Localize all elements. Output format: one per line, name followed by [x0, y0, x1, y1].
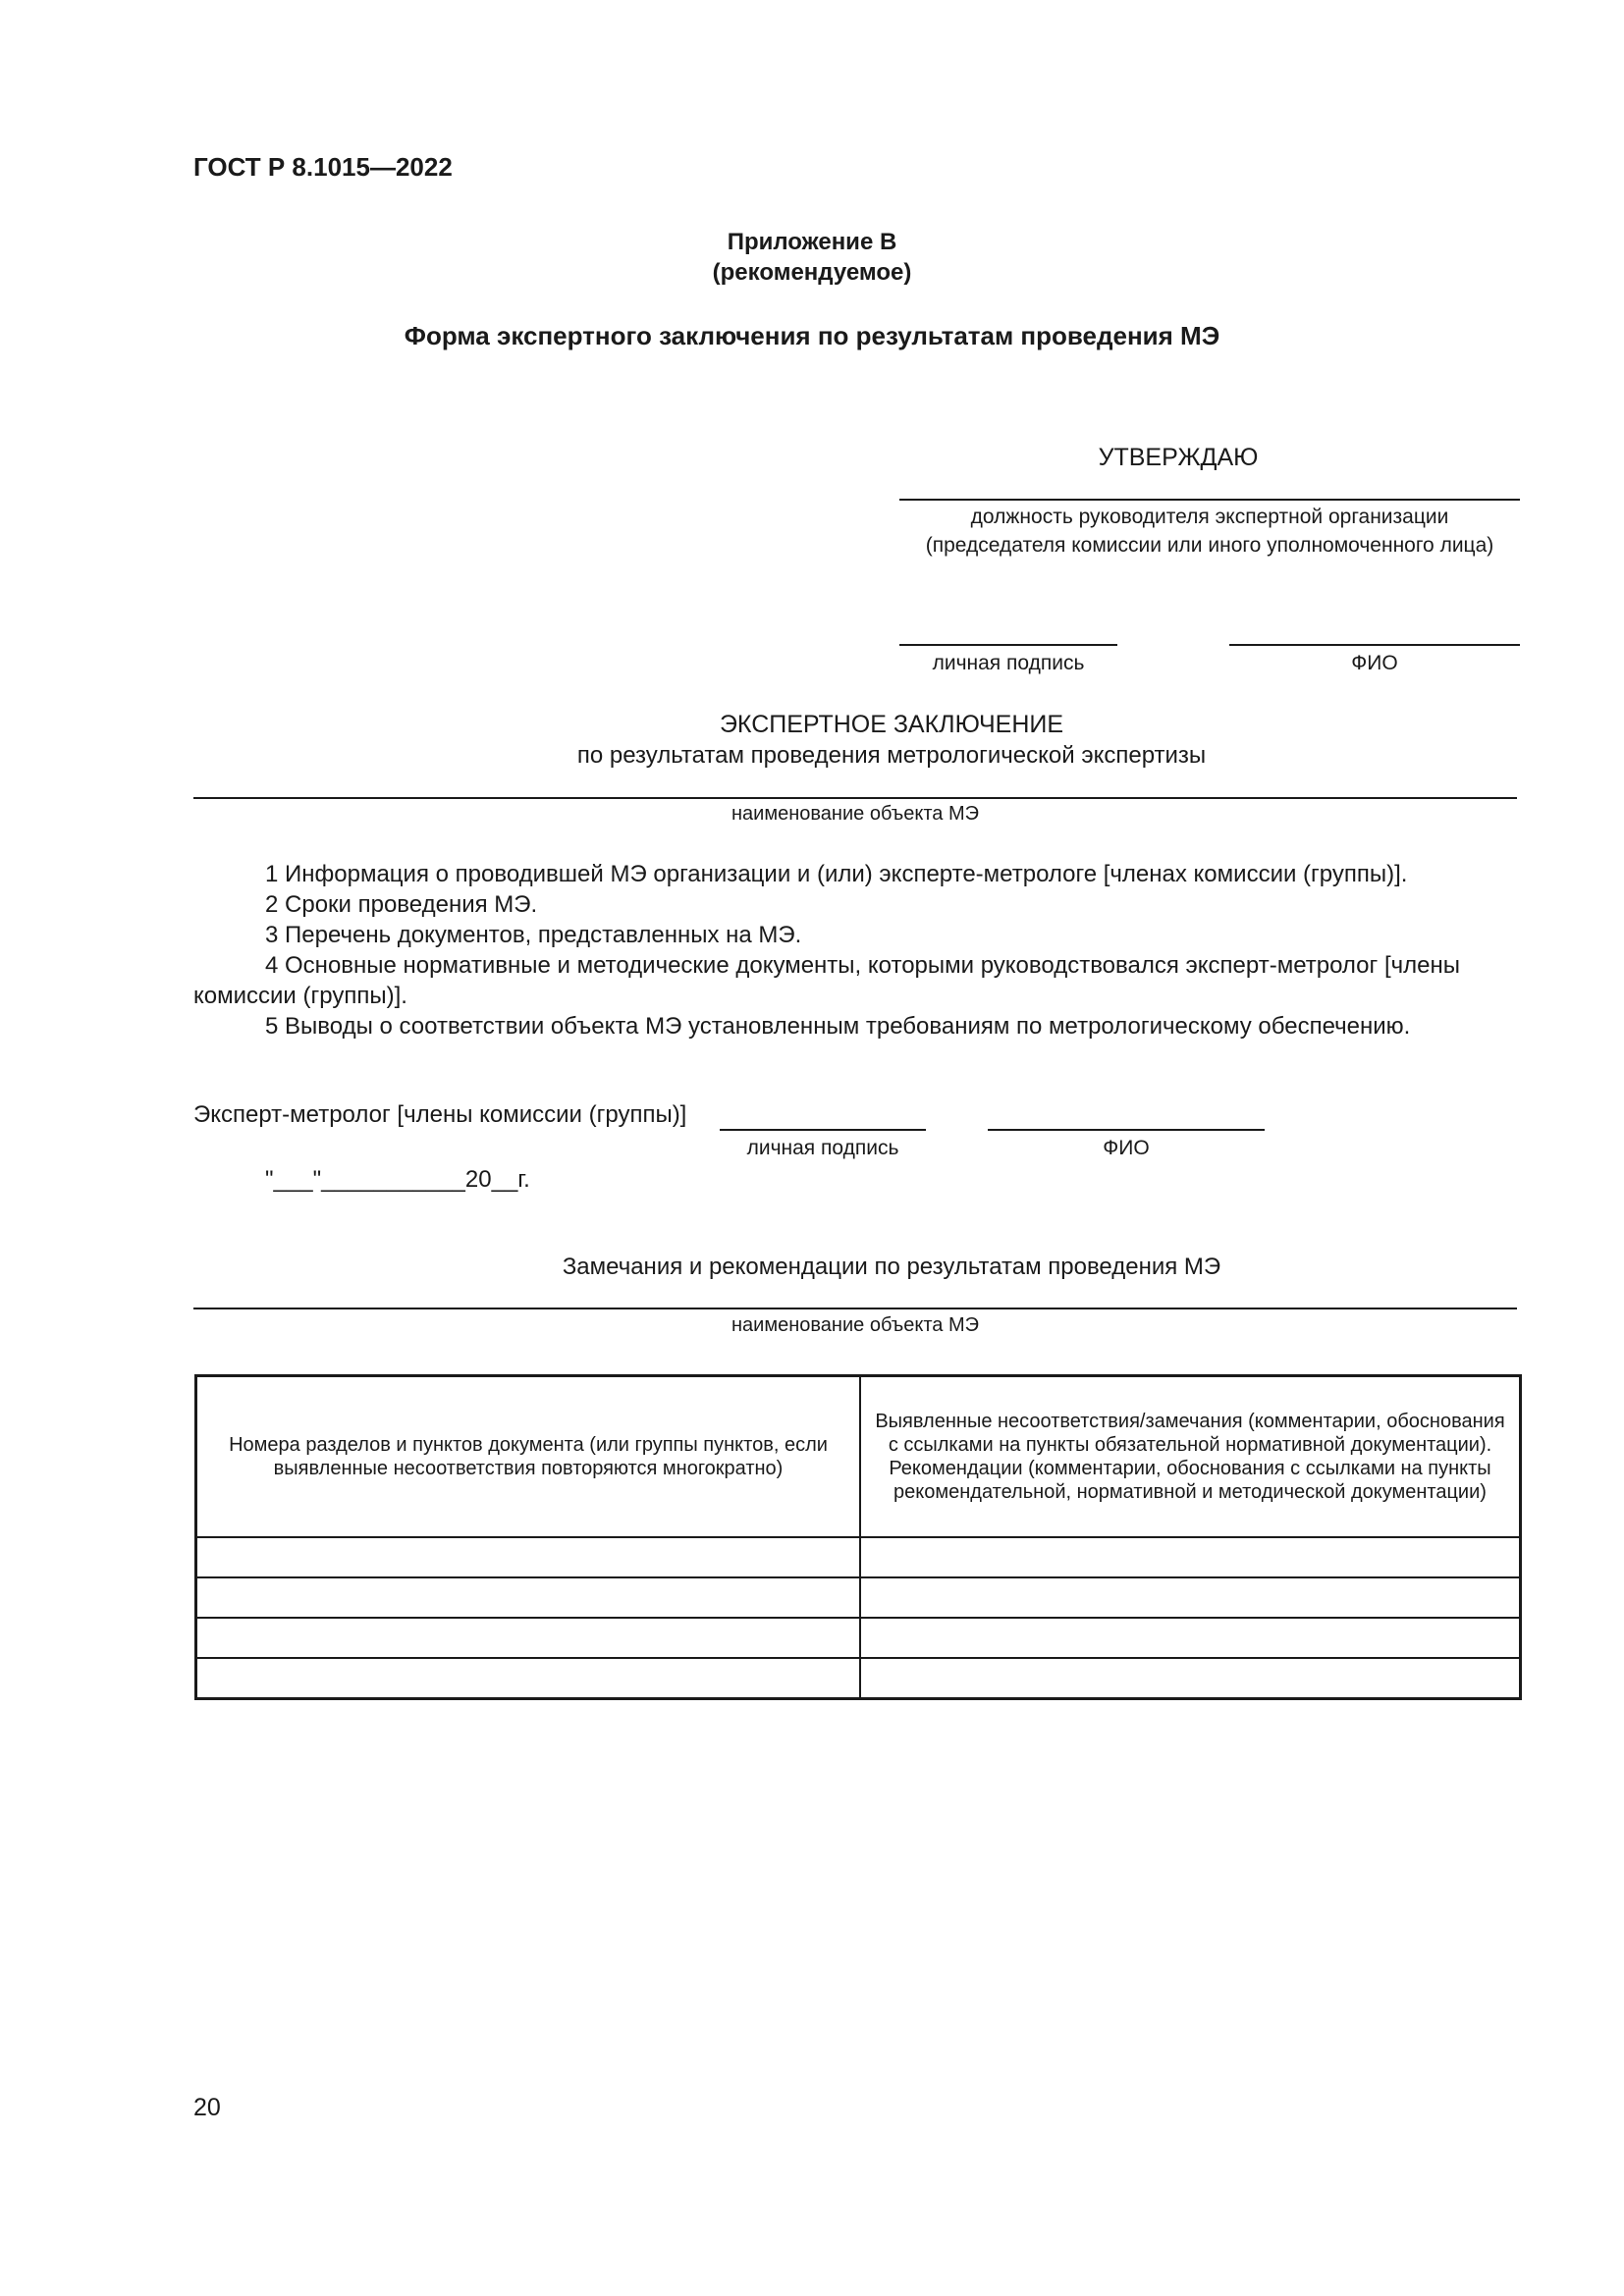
- standard-code: ГОСТ Р 8.1015—2022: [193, 152, 453, 182]
- expert-signature-caption: личная подпись: [746, 1137, 899, 1159]
- conclusion-items-list: [193, 859, 1521, 1041]
- position-blank-line: [899, 499, 1520, 501]
- table-cell: [860, 1537, 1521, 1577]
- list-item: 5 Выводы о соответствии объекта МЭ установленным требованиям по метрологическому обеспечению.: [265, 1013, 1411, 1040]
- list-item: 1 Информация о проводившей МЭ организации и (или) эксперте-метрологе [членах комиссии (группы)].: [265, 861, 1408, 887]
- position-caption-line2: (председателя комиссии или иного уполномоченного лица): [925, 534, 1494, 557]
- approver-signature-line: [899, 644, 1117, 646]
- expert-signature-line: [720, 1129, 926, 1131]
- table-row: [196, 1618, 1521, 1658]
- table-header-col2: Выявленные несоответствия/замечания (комментарии, обоснования с ссылками на пункты обязательной нормативной документации). Рекомендации (комментарии, обоснования с ссылками на пункты рекомендательной, нормативной и методической документации): [860, 1376, 1521, 1538]
- annex-status: (рекомендуемое): [712, 259, 912, 286]
- list-item: 3 Перечень документов, представленных на МЭ.: [265, 922, 802, 948]
- table-cell: [196, 1537, 861, 1577]
- table-row: [196, 1577, 1521, 1618]
- table-cell: [860, 1658, 1521, 1699]
- table-row: [196, 1537, 1521, 1577]
- remarks-table: [194, 1374, 1522, 1700]
- conclusion-subtitle: по результатам проведения метрологической экспертизы: [576, 742, 1207, 769]
- position-caption-line1: должность руководителя экспертной организации: [970, 506, 1449, 528]
- table-header-col1: Номера разделов и пунктов документа (или группы пунктов, если выявленные несоответствия повторяются многократно): [196, 1376, 861, 1538]
- table-cell: [196, 1658, 861, 1699]
- table-cell: [196, 1618, 861, 1658]
- table-row: [196, 1658, 1521, 1699]
- approve-label: УТВЕРЖДАЮ: [1098, 444, 1259, 471]
- remarks-object-line: [193, 1308, 1517, 1309]
- remarks-title: Замечания и рекомендации по результатам проведения МЭ: [562, 1254, 1221, 1280]
- expert-label: Эксперт-метролог [члены комиссии (группы)]: [193, 1101, 687, 1128]
- expert-name-caption: ФИО: [1103, 1137, 1150, 1159]
- expert-name-line: [988, 1129, 1265, 1131]
- approver-signature-caption: личная подпись: [932, 652, 1085, 674]
- table-header-row: [196, 1376, 1521, 1538]
- table-cell: [196, 1577, 861, 1618]
- approver-name-caption: ФИО: [1351, 652, 1398, 674]
- conclusion-title: ЭКСПЕРТНОЕ ЗАКЛЮЧЕНИЕ: [719, 711, 1064, 738]
- table-cell: [860, 1618, 1521, 1658]
- list-item: 4 Основные нормативные и методические документы, которыми руководствовался эксперт-метролог [члены комиссии (группы)].: [193, 952, 1460, 1009]
- form-title: Форма экспертного заключения по результатам проведения МЭ: [404, 321, 1220, 350]
- object-name-caption: наименование объекта МЭ: [731, 803, 979, 825]
- list-item: 2 Сроки проведения МЭ.: [265, 891, 538, 918]
- object-name-line: [193, 797, 1517, 799]
- approver-name-line: [1229, 644, 1520, 646]
- annex-title: Приложение В: [727, 229, 897, 255]
- remarks-object-caption: наименование объекта МЭ: [731, 1314, 979, 1336]
- table-cell: [860, 1577, 1521, 1618]
- date-line: "___"___________20__г.: [265, 1166, 530, 1193]
- page-number: 20: [193, 2094, 221, 2121]
